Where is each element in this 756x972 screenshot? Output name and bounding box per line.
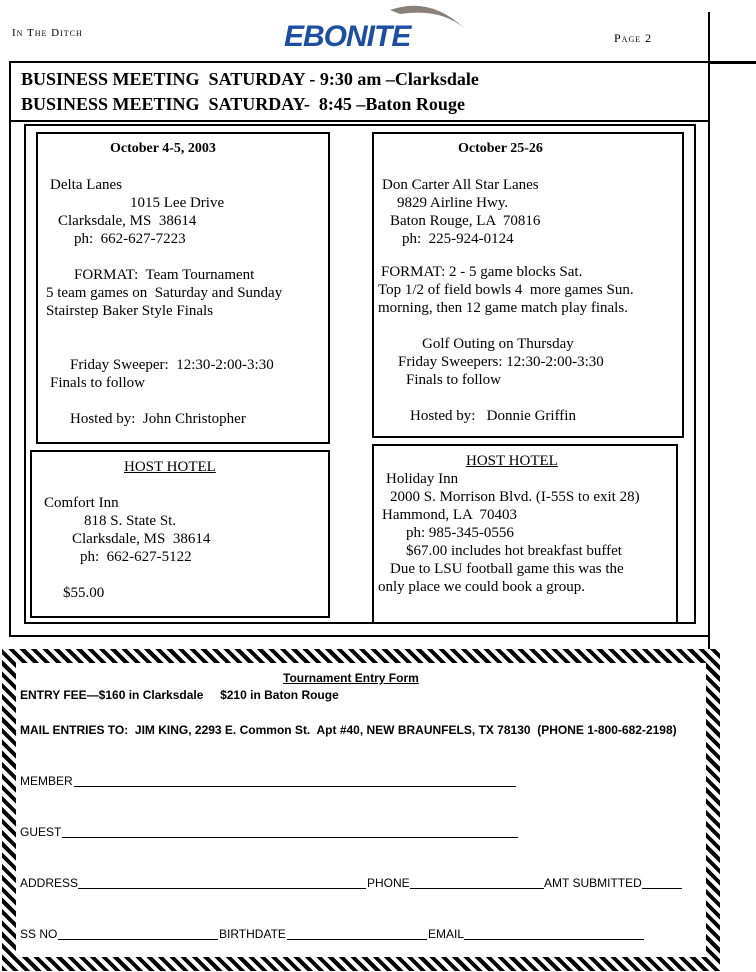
ebonite-logo (280, 2, 470, 58)
batonrouge-city: Baton Rouge, LA 70816 (390, 213, 541, 229)
clarksdale-venue: Delta Lanes (50, 177, 123, 193)
batonrouge-hotel-name: Holiday Inn (386, 471, 459, 487)
clarksdale-format-3: Stairstep Baker Style Finals (46, 303, 214, 319)
clarksdale-street: 1015 Lee Drive (130, 195, 225, 211)
clarksdale-hotel-city: Clarksdale, MS 38614 (72, 531, 211, 547)
batonrouge-hotel-heading: HOST HOTEL (466, 453, 558, 469)
clarksdale-phone: ph: 662-627-7223 (74, 231, 186, 247)
batonrouge-format-2: Top 1/2 of field bowls 4 more games Sun. (378, 282, 634, 298)
ssno-field[interactable] (58, 939, 218, 940)
banner-line-1: BUSINESS MEETING SATURDAY - 9:30 am –Clarksdale (21, 69, 479, 89)
form-entry-fee: ENTRY FEE—$160 in Clarksdale $210 in Baton Rouge (20, 688, 339, 702)
clarksdale-hotel-phone: ph: 662-627-5122 (80, 549, 192, 565)
batonrouge-hotel-city: Hammond, LA 70403 (382, 507, 517, 523)
clarksdale-city: Clarksdale, MS 38614 (58, 213, 197, 229)
clarksdale-format: FORMAT: Team Tournament (74, 267, 255, 283)
clarksdale-date: October 4-5, 2003 (110, 141, 216, 156)
header-horizontal-rule (708, 61, 756, 64)
clarksdale-finals: Finals to follow (50, 375, 146, 391)
batonrouge-format-3: morning, then 12 game match play finals. (378, 300, 628, 316)
header-left: In The Ditch (12, 27, 83, 39)
batonrouge-hotel-phone: ph: 985-345-0556 (406, 525, 514, 541)
birthdate-field[interactable] (287, 939, 427, 940)
batonrouge-hotel-note-2: only place we could book a group. (378, 579, 586, 595)
batonrouge-golf: Golf Outing on Thursday (422, 336, 574, 352)
batonrouge-street: 9829 Airline Hwy. (397, 195, 509, 211)
member-label: MEMBER (20, 774, 73, 788)
batonrouge-hotel-note-1: Due to LSU football game this was the (390, 561, 624, 577)
clarksdale-hotel-price: $55.00 (63, 585, 105, 601)
batonrouge-venue: Don Carter All Star Lanes (382, 177, 539, 193)
amt-submitted-label: AMT SUBMITTED (544, 876, 642, 890)
batonrouge-host: Hosted by: Donnie Griffin (410, 408, 576, 424)
batonrouge-hotel-street: 2000 S. Morrison Blvd. (I-55S to exit 28) (390, 489, 640, 505)
batonrouge-phone: ph: 225-924-0124 (402, 231, 514, 247)
form-mail-to: MAIL ENTRIES TO: JIM KING, 2293 E. Common St. Apt #40, NEW BRAUNFELS, TX 78130 (PHONE 1-800-682-2198) (20, 723, 677, 737)
clarksdale-sweeper: Friday Sweeper: 12:30-2:00-3:30 (70, 357, 274, 373)
entry-form-panel (16, 663, 706, 957)
batonrouge-hotel-price: $67.00 includes hot breakfast buffet (406, 543, 622, 559)
email-label: EMAIL (428, 927, 465, 941)
clarksdale-hotel-street: 818 S. State St. (84, 513, 177, 529)
birthdate-label: BIRTHDATE (219, 927, 286, 941)
batonrouge-date: October 25-26 (458, 141, 543, 156)
member-field[interactable] (74, 786, 516, 787)
form-title: Tournament Entry Form (283, 671, 419, 685)
banner-divider (9, 120, 710, 122)
clarksdale-hotel-heading: HOST HOTEL (124, 459, 216, 475)
phone-field[interactable] (410, 888, 544, 889)
address-field[interactable] (78, 888, 366, 889)
clarksdale-format-2: 5 team games on Saturday and Sunday (46, 285, 283, 301)
address-label: ADDRESS (20, 876, 79, 890)
guest-field[interactable] (62, 837, 518, 838)
clarksdale-host: Hosted by: John Christopher (70, 411, 246, 427)
batonrouge-format: FORMAT: 2 - 5 game blocks Sat. (381, 264, 583, 280)
email-field[interactable] (464, 939, 644, 940)
batonrouge-sweeper: Friday Sweepers: 12:30-2:00-3:30 (398, 354, 604, 370)
batonrouge-finals: Finals to follow (406, 372, 502, 388)
guest-label: GUEST (20, 825, 62, 839)
phone-label: PHONE (367, 876, 410, 890)
amt-submitted-field[interactable] (642, 888, 682, 889)
page-number: Page 2 (614, 31, 653, 45)
logo-wordmark: EBONITE (284, 20, 411, 53)
banner-line-2: BUSINESS MEETING SATURDAY- 8:45 –Baton Rouge (21, 94, 465, 114)
clarksdale-hotel-name: Comfort Inn (44, 495, 119, 511)
ssno-label: SS NO (20, 927, 58, 941)
